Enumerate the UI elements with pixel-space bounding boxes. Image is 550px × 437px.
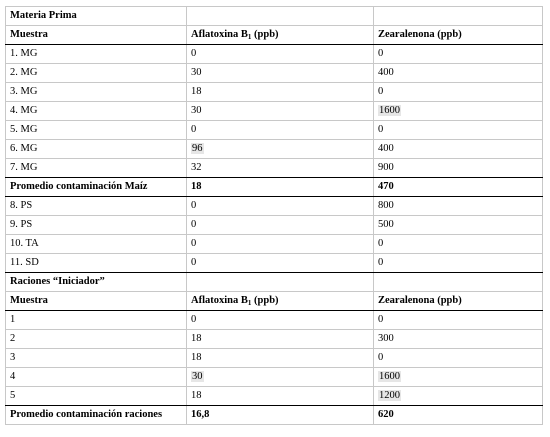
aflatoxin-cell <box>187 140 374 159</box>
sample-cell: 7. MG <box>6 159 187 178</box>
header-aflatoxina-subscript: 1 <box>247 299 252 307</box>
section-title-row <box>6 7 543 26</box>
header-row <box>6 26 543 45</box>
aflatoxin-cell: 0 <box>187 197 374 216</box>
aflatoxin-cell: 0 <box>187 235 374 254</box>
table-row <box>6 311 543 330</box>
highlighted-value: 1600 <box>379 105 400 116</box>
empty-cell <box>187 7 374 26</box>
table-row <box>6 159 543 178</box>
highlighted-value: 1600 <box>379 371 400 382</box>
section-title: Materia Prima <box>6 7 187 26</box>
zearalenone-cell: 0 <box>374 254 543 273</box>
zearalenone-cell: 400 <box>374 140 543 159</box>
sample-cell: 8. PS <box>6 197 187 216</box>
table-row <box>6 368 543 387</box>
zearalenone-cell: 900 <box>374 159 543 178</box>
section-title-row <box>6 273 543 292</box>
aflatoxin-cell: 0 <box>187 121 374 140</box>
table-row <box>6 235 543 254</box>
table-row <box>6 121 543 140</box>
sample-cell: 9. PS <box>6 216 187 235</box>
zearalenone-cell: 0 <box>374 311 543 330</box>
summary-label: Promedio contaminación raciones <box>6 406 187 425</box>
header-zearalenona: Zearalenona (ppb) <box>374 292 543 311</box>
header-aflatoxina-subscript: 1 <box>247 33 252 41</box>
sample-cell: 1. MG <box>6 45 187 64</box>
zearalenone-cell: 800 <box>374 197 543 216</box>
summary-aflatoxin: 18 <box>187 178 374 197</box>
zearalenone-cell: 500 <box>374 216 543 235</box>
table-row <box>6 140 543 159</box>
summary-row <box>6 406 543 425</box>
header-aflatoxina <box>187 292 374 311</box>
mycotoxin-table <box>5 6 543 425</box>
zearalenone-cell: 0 <box>374 83 543 102</box>
zearalenone-cell: 0 <box>374 349 543 368</box>
sample-cell: 3. MG <box>6 83 187 102</box>
table-row <box>6 197 543 216</box>
highlighted-value: 96 <box>192 143 203 154</box>
empty-cell <box>374 273 543 292</box>
aflatoxin-cell: 30 <box>187 102 374 121</box>
aflatoxin-cell <box>187 368 374 387</box>
aflatoxin-cell: 0 <box>187 45 374 64</box>
aflatoxin-cell: 18 <box>187 83 374 102</box>
header-muestra: Muestra <box>6 26 187 45</box>
header-aflatoxina-unit: (ppb) <box>251 29 279 40</box>
empty-cell <box>187 273 374 292</box>
table-row <box>6 254 543 273</box>
sample-cell: 3 <box>6 349 187 368</box>
table-row <box>6 83 543 102</box>
zearalenone-cell: 0 <box>374 45 543 64</box>
summary-zearalenone: 470 <box>374 178 543 197</box>
table-row <box>6 45 543 64</box>
summary-row <box>6 178 543 197</box>
table-row <box>6 102 543 121</box>
summary-label: Promedio contaminación Maíz <box>6 178 187 197</box>
zearalenone-cell: 0 <box>374 121 543 140</box>
sample-cell: 6. MG <box>6 140 187 159</box>
zearalenone-cell: 300 <box>374 330 543 349</box>
aflatoxin-cell: 30 <box>187 64 374 83</box>
sample-cell: 11. SD <box>6 254 187 273</box>
zearalenone-cell: 0 <box>374 235 543 254</box>
table-row <box>6 216 543 235</box>
aflatoxin-cell: 0 <box>187 216 374 235</box>
zearalenone-cell <box>374 387 543 406</box>
highlighted-value: 30 <box>192 371 203 382</box>
table-row <box>6 387 543 406</box>
sample-cell: 2. MG <box>6 64 187 83</box>
highlighted-value: 1200 <box>379 390 400 401</box>
sample-cell: 2 <box>6 330 187 349</box>
zearalenone-cell <box>374 368 543 387</box>
section-title: Raciones “Iniciador” <box>6 273 187 292</box>
table-row <box>6 349 543 368</box>
sample-cell: 10. TA <box>6 235 187 254</box>
summary-aflatoxin: 16,8 <box>187 406 374 425</box>
aflatoxin-cell: 18 <box>187 387 374 406</box>
header-aflatoxina-unit: (ppb) <box>251 295 279 306</box>
sample-cell: 4. MG <box>6 102 187 121</box>
zearalenone-cell <box>374 102 543 121</box>
header-aflatoxina <box>187 26 374 45</box>
table-row <box>6 64 543 83</box>
header-aflatoxina-label: Aflatoxina B <box>191 29 248 40</box>
header-muestra: Muestra <box>6 292 187 311</box>
aflatoxin-cell: 18 <box>187 330 374 349</box>
empty-cell <box>374 7 543 26</box>
sample-cell: 4 <box>6 368 187 387</box>
header-row <box>6 292 543 311</box>
sample-cell: 5 <box>6 387 187 406</box>
summary-zearalenone: 620 <box>374 406 543 425</box>
aflatoxin-cell: 32 <box>187 159 374 178</box>
zearalenone-cell: 400 <box>374 64 543 83</box>
table-row <box>6 330 543 349</box>
sample-cell: 5. MG <box>6 121 187 140</box>
header-zearalenona: Zearalenona (ppb) <box>374 26 543 45</box>
aflatoxin-cell: 18 <box>187 349 374 368</box>
aflatoxin-cell: 0 <box>187 254 374 273</box>
aflatoxin-cell: 0 <box>187 311 374 330</box>
sample-cell: 1 <box>6 311 187 330</box>
header-aflatoxina-label: Aflatoxina B <box>191 295 248 306</box>
